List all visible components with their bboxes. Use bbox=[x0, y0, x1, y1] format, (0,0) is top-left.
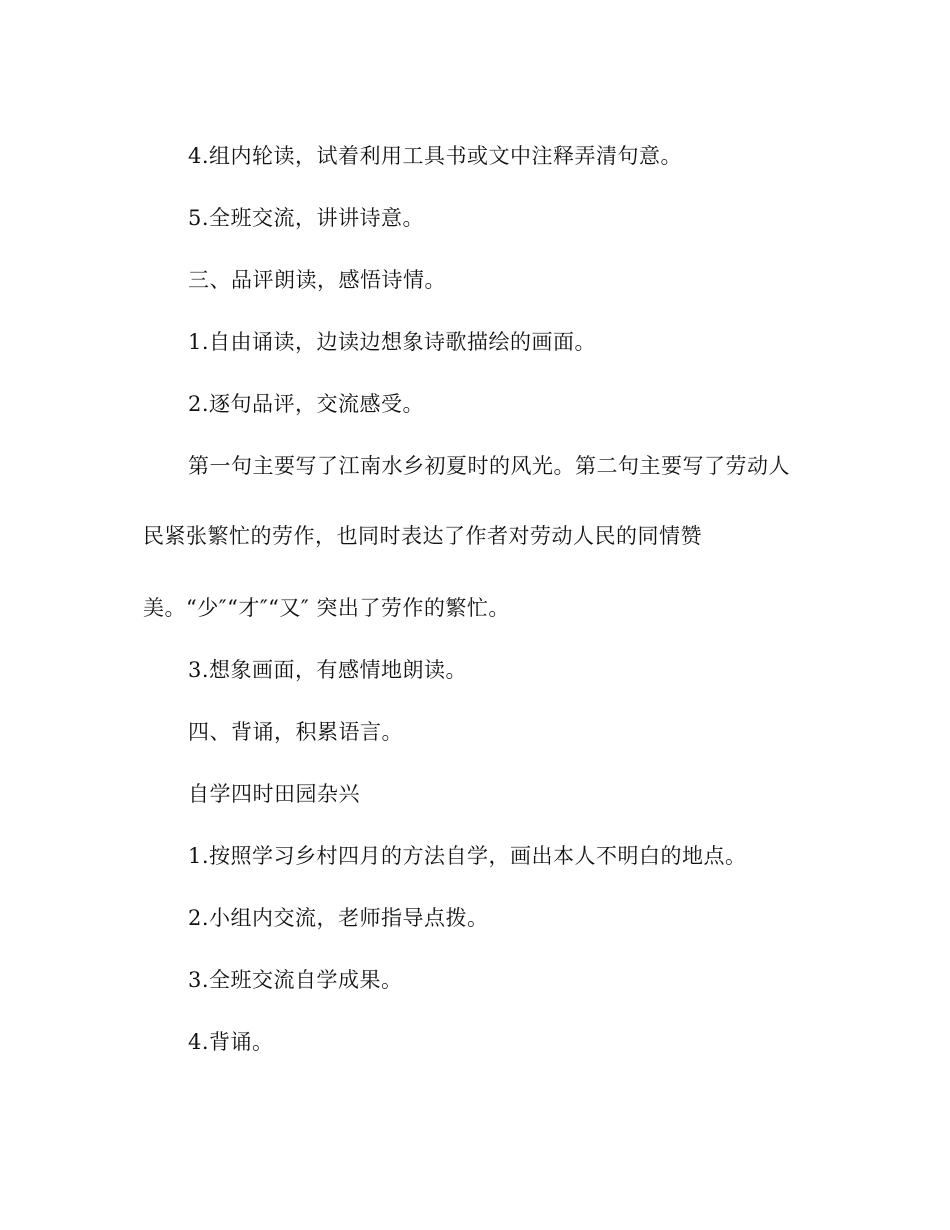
paragraph-self-study-step-4: 4.背诵。 bbox=[188, 1030, 274, 1054]
section-heading-4: 四、背诵，积累语言。 bbox=[188, 720, 403, 744]
paragraph-self-study-step-2: 2.小组内交流，老师指导点拨。 bbox=[188, 906, 489, 930]
section-heading-3: 三、品评朗读，感悟诗情。 bbox=[188, 268, 446, 292]
paragraph-step-1-free-reading: 1.自由诵读，边读边想象诗歌描绘的画面。 bbox=[188, 330, 597, 354]
paragraph-analysis-line-2: 民紧张繁忙的劳作，也同时表达了作者对劳动人民的同情赞 bbox=[143, 524, 702, 548]
paragraph-self-study-step-3: 3.全班交流自学成果。 bbox=[188, 968, 403, 992]
paragraph-step-3-imagine: 3.想象画面，有感情地朗读。 bbox=[188, 658, 468, 682]
paragraph-analysis-line-3: 美。“少″“才″“又″ 突出了劳作的繁忙。 bbox=[143, 596, 510, 620]
paragraph-step-5-class-exchange: 5.全班交流，讲讲诗意。 bbox=[188, 206, 425, 230]
paragraph-self-study-step-1: 1.按照学习乡村四月的方法自学，画出本人不明白的地点。 bbox=[188, 844, 747, 868]
paragraph-analysis-line-1: 第一句主要写了江南水乡初夏时的风光。第二句主要写了劳动人 bbox=[188, 454, 790, 478]
paragraph-step-4-group-reading: 4.组内轮读，试着利用工具书或文中注释弄清句意。 bbox=[188, 144, 683, 168]
paragraph-step-2-sentence-review: 2.逐句品评，交流感受。 bbox=[188, 392, 425, 416]
subheading-self-study: 自学四时田园杂兴 bbox=[188, 782, 360, 806]
